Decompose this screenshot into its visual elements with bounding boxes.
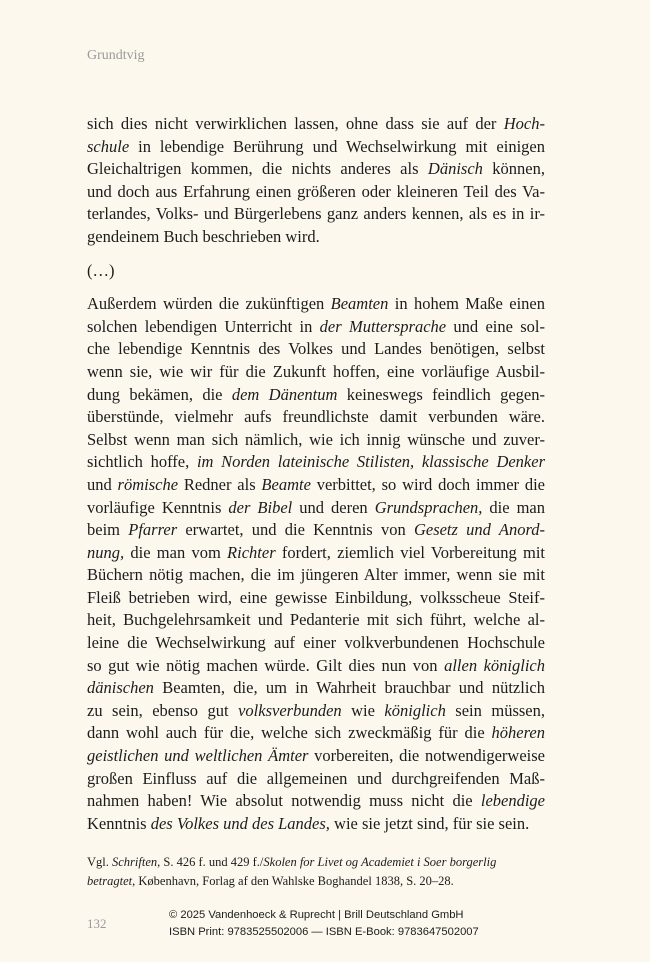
text-segment: terlandes, Volks- und Bürgerlebens ganz anders kennen, als es in ir- xyxy=(87,204,545,224)
text-segment: und deren xyxy=(292,497,375,517)
text-line xyxy=(87,158,545,181)
italic-segment: dänischen xyxy=(87,678,154,698)
text-segment: sich dies nicht verwirklichen lassen, ohne dass sie auf der xyxy=(87,114,504,133)
text-segment: leine die Wechselwirkung auf einer volkverbundenen Hochschule xyxy=(87,633,545,653)
text-line xyxy=(87,564,545,587)
running-head: Grundtvig xyxy=(87,48,145,63)
text-segment: keineswegs feindlich gegen- xyxy=(337,384,545,404)
text-segment: fordert, ziemlich viel Vorbereitung mit xyxy=(275,542,545,562)
text-line xyxy=(87,587,545,610)
text-line xyxy=(87,722,545,745)
italic-segment: höheren xyxy=(491,723,545,743)
text-segment: (…) xyxy=(87,260,115,280)
text-segment: wenn sie, wie wir für die Zukunft hoffen, eine vorläufige Ausbil- xyxy=(87,361,545,381)
text-line xyxy=(87,203,545,226)
text-segment: die man xyxy=(482,497,545,517)
italic-segment: nung, xyxy=(87,542,125,562)
italic-segment: Richter xyxy=(227,542,276,562)
text-segment: S. 426 f. und 429 f./ xyxy=(160,855,264,869)
italic-segment: Schriften, xyxy=(112,855,161,869)
text-line xyxy=(87,542,545,565)
italic-segment: römische xyxy=(117,474,179,494)
italic-segment: des Volkes und des Landes, xyxy=(150,813,330,833)
text-line xyxy=(87,813,545,836)
text-line xyxy=(87,677,545,700)
italic-segment: der Muttersprache xyxy=(319,316,447,336)
main-text xyxy=(87,113,545,835)
text-segment: zu sein, ebenso gut xyxy=(87,700,239,720)
text-segment: Außerdem würden die zukünftigen xyxy=(87,294,331,314)
paragraph xyxy=(87,260,545,283)
text-line xyxy=(87,429,545,452)
text-line xyxy=(87,226,545,249)
copyright-notice xyxy=(169,907,479,941)
text-line xyxy=(87,768,545,791)
text-line xyxy=(87,700,545,723)
text-line xyxy=(87,790,545,813)
text-segment: Kenntnis xyxy=(87,813,151,833)
paragraph-gap xyxy=(87,249,545,260)
text-line xyxy=(87,497,545,520)
text-line xyxy=(87,655,545,678)
text-line xyxy=(87,853,545,872)
text-line xyxy=(87,293,545,316)
text-segment: wie sie jetzt sind, für sie sein. xyxy=(329,813,530,833)
text-segment: so gut wie nötig machen würde. Gilt dies nun von xyxy=(87,655,445,675)
text-line xyxy=(87,872,545,891)
isbn-line: ISBN Print: 9783525502006 — ISBN E-Book: 9783647502007 xyxy=(169,926,479,938)
text-line xyxy=(87,113,545,136)
text-segment: Beamten, die, um in Wahrheit brauchbar und nützlich xyxy=(153,678,545,698)
text-line xyxy=(87,338,545,361)
text-line xyxy=(87,519,545,542)
text-segment: großen Einfluss auf die allgemeinen und durchgreifenden Maß- xyxy=(87,768,545,788)
italic-segment: dem Dänentum xyxy=(231,384,338,404)
text-segment: Fleiß betrieben wird, eine gewisse Einbildung, volksscheue Steif- xyxy=(87,587,545,607)
text-line xyxy=(87,316,545,339)
italic-segment: schule xyxy=(87,136,130,156)
footnote xyxy=(87,853,545,890)
text-segment: und eine sol- xyxy=(446,316,545,336)
italic-segment: Beamten xyxy=(330,294,389,314)
italic-segment: volksverbunden xyxy=(238,700,342,720)
text-segment: che lebendige Kenntnis des Volkes und Landes benötigen, selbst xyxy=(87,339,545,359)
italic-segment: im Norden lateinische Stilisten, klassische Denker xyxy=(196,452,546,472)
italic-segment: Skolen for Livet og Academiet i Soer borgerlig xyxy=(263,855,497,869)
text-segment: solchen lebendigen Unterricht in xyxy=(87,316,320,336)
text-segment: gendeinem Buch beschrieben wird. xyxy=(87,226,320,246)
text-segment: Vgl. xyxy=(87,855,112,869)
text-line xyxy=(87,632,545,655)
text-line xyxy=(87,136,545,159)
text-segment: sichtlich hoffe, xyxy=(87,452,197,472)
text-segment: Redner als xyxy=(178,474,262,494)
italic-segment: Dänisch xyxy=(427,159,483,179)
text-segment: erwartet, und die Kenntnis von xyxy=(177,520,414,540)
text-segment: Büchern nötig machen, die im jüngeren Alter immer, wenn sie mit xyxy=(87,565,545,585)
text-line xyxy=(87,181,545,204)
text-line xyxy=(87,451,545,474)
italic-segment: der Bibel xyxy=(228,497,293,517)
text-segment: in lebendige Berührung und Wechselwirkung mit einigen xyxy=(129,136,545,156)
italic-segment: Grundsprachen, xyxy=(374,497,483,517)
text-segment: heit, Buchgelehrsamkeit und Pedanterie mit sich führt, welche al- xyxy=(87,610,545,630)
paragraph xyxy=(87,113,545,249)
italic-segment: Beamte xyxy=(261,474,311,494)
italic-segment: lebendige xyxy=(480,791,545,811)
text-line xyxy=(87,745,545,768)
text-segment: sein müssen, xyxy=(445,700,545,720)
text-segment: beim xyxy=(87,520,129,540)
text-segment: verbittet, so wird doch immer die xyxy=(310,474,545,494)
text-segment: und doch aus Erfahrung einen größeren oder kleineren Teil des Va- xyxy=(87,181,545,201)
paragraph-gap xyxy=(87,282,545,293)
text-segment: können, xyxy=(482,159,545,179)
page-number: 132 xyxy=(87,916,107,931)
italic-segment: geistlichen und weltlichen Ämter xyxy=(87,746,309,766)
text-segment: nahmen haben! Wie absolut notwendig muss nicht die xyxy=(87,791,481,811)
text-segment: überstünde, vielmehr aufs freundlichste damit verbunden wäre. xyxy=(87,407,545,427)
text-segment: vorbereiten, die notwendigerweise xyxy=(308,746,545,766)
italic-segment: Hoch- xyxy=(503,114,545,133)
text-segment: dung bekämen, die xyxy=(87,384,232,404)
italic-segment: Gesetz und Anord- xyxy=(413,520,545,540)
text-segment: wie xyxy=(341,700,385,720)
text-line xyxy=(87,361,545,384)
text-line xyxy=(87,260,545,283)
text-segment: Gleichaltrigen kommen, die nichts anderes als xyxy=(87,159,428,179)
copyright-line: © 2025 Vandenhoeck & Ruprecht | Brill Deutschland GmbH xyxy=(169,909,464,921)
italic-segment: königlich xyxy=(384,700,446,720)
text-segment: Selbst wenn man sich nämlich, wie ich innig wünsche und zuver- xyxy=(87,429,545,449)
italic-segment: allen königlich xyxy=(444,655,545,675)
text-line xyxy=(87,609,545,632)
italic-segment: betragtet, xyxy=(87,873,136,888)
text-segment: in hohem Maße einen xyxy=(388,294,545,314)
text-line xyxy=(87,406,545,429)
text-segment: die man vom xyxy=(124,542,228,562)
paragraph xyxy=(87,293,545,835)
text-segment: dann wohl auch für die, welche sich zweckmäßig für die xyxy=(87,723,492,743)
text-line xyxy=(87,384,545,407)
italic-segment: Pfarrer xyxy=(128,520,178,540)
text-segment: vorläufige Kenntnis xyxy=(87,497,229,517)
text-line xyxy=(87,474,545,497)
text-segment: und xyxy=(87,474,118,494)
text-segment: København, Forlag af den Wahlske Boghandel 1838, S. 20–28. xyxy=(135,873,454,888)
